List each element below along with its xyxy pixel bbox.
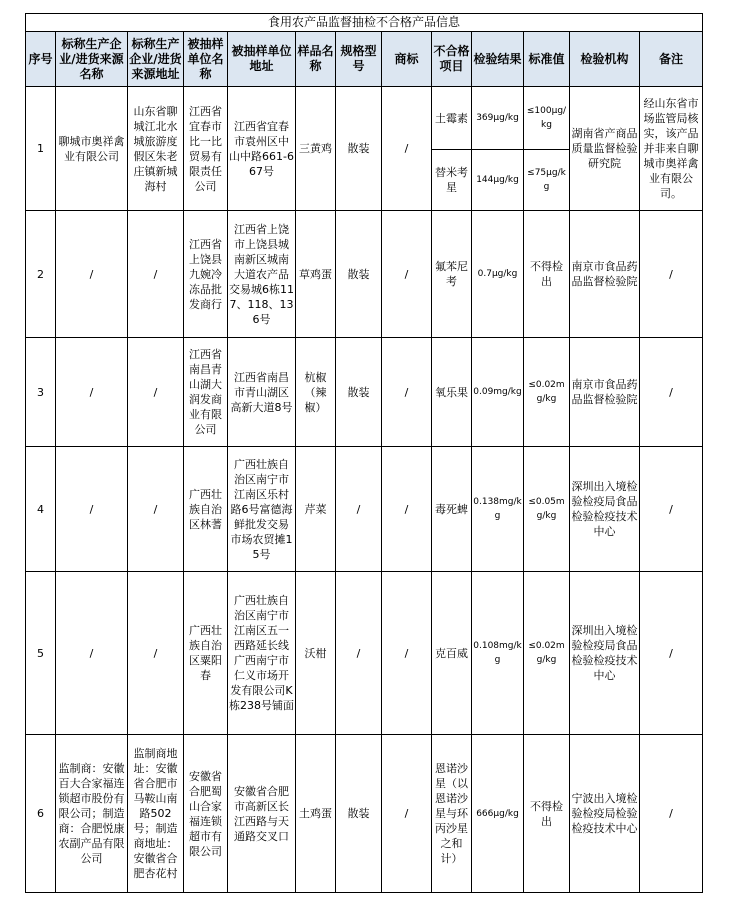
cell-lab: 深圳出入境检验检疫局食品检验检疫技术中心	[570, 572, 640, 735]
cell-sample-name: 芹菜	[296, 447, 336, 572]
cell-sample-name: 沃柑	[296, 572, 336, 735]
cell-standard: ≤0.05mg/kg	[524, 447, 570, 572]
cell-brand: /	[382, 572, 432, 735]
cell-brand: /	[382, 211, 432, 338]
cell-sampled-address: 广西壮族自治区南宁市江南区五一西路延长线广西南宁市仁义市场开发有限公司K栋238号铺面	[228, 572, 296, 735]
cell-sampled-address: 江西省上饶市上饶县城南新区城南大道农产品交易城6栋117、118、136号	[228, 211, 296, 338]
cell-failed-item: 氧乐果	[432, 338, 472, 447]
cell-producer: /	[56, 338, 128, 447]
cell-sample-name: 杭椒（辣椒）	[296, 338, 336, 447]
cell-lab: 湖南省产商品质量监督检验研究院	[570, 87, 640, 211]
header-result: 检验结果	[472, 32, 524, 87]
cell-producer-address: /	[128, 572, 184, 735]
cell-standard: 不得检出	[524, 211, 570, 338]
cell-standard: 不得检出	[524, 735, 570, 893]
cell-failed-item: 克百威	[432, 572, 472, 735]
cell-producer: 监制商：安徽百大合家福连锁超市股份有限公司；制造商：合肥悦康农副产品有限公司	[56, 735, 128, 893]
cell-spec: 散装	[336, 338, 382, 447]
cell-standard: ≤0.02mg/kg	[524, 338, 570, 447]
header-standard: 标准值	[524, 32, 570, 87]
cell-remark: /	[640, 338, 703, 447]
cell-remark: /	[640, 735, 703, 893]
cell-sampled-unit: 江西省宜春市比一比贸易有限责任公司	[184, 87, 228, 211]
header-spec: 规格型号	[336, 32, 382, 87]
cell-spec: 散装	[336, 87, 382, 211]
header-brand: 商标	[382, 32, 432, 87]
cell-remark: 经山东省市场监管局核实，该产品并非来自聊城市奥祥禽业有限公司。	[640, 87, 703, 211]
cell-brand: /	[382, 735, 432, 893]
cell-sampled-unit: 安徽省合肥蜀山合家福连锁超市有限公司	[184, 735, 228, 893]
cell-result: 369μg/kg	[472, 87, 524, 150]
table-row	[26, 87, 703, 150]
cell-failed-item: 毒死蜱	[432, 447, 472, 572]
header-sampled-unit: 被抽样单位名称	[184, 32, 228, 87]
cell-spec: /	[336, 572, 382, 735]
cell-result: 0.7μg/kg	[472, 211, 524, 338]
table-row	[26, 338, 703, 447]
header-lab: 检验机构	[570, 32, 640, 87]
table-row	[26, 211, 703, 338]
cell-no: 2	[26, 211, 56, 338]
cell-no: 4	[26, 447, 56, 572]
header-producer-address: 标称生产企业/进货来源地址	[128, 32, 184, 87]
cell-result: 0.108mg/kg	[472, 572, 524, 735]
cell-lab: 宁波出入境检验检疫局检验检疫技术中心	[570, 735, 640, 893]
cell-sampled-unit: 江西省上饶县九婉冷冻品批发商行	[184, 211, 228, 338]
cell-sampled-unit: 广西壮族自治区林蓍	[184, 447, 228, 572]
cell-sampled-unit: 江西省南昌青山湖大润发商业有限公司	[184, 338, 228, 447]
cell-no: 6	[26, 735, 56, 893]
cell-spec: /	[336, 447, 382, 572]
table-title: 食用农产品监督抽检不合格产品信息	[26, 14, 703, 32]
cell-no: 1	[26, 87, 56, 211]
cell-producer-address: /	[128, 338, 184, 447]
cell-sampled-unit: 广西壮族自治区粟阳春	[184, 572, 228, 735]
header-remark: 备注	[640, 32, 703, 87]
cell-spec: 散装	[336, 735, 382, 893]
cell-producer-address: 监制商地址：安徽省合肥市马鞍山南路502号；制造商地址：安徽省合肥杏花村	[128, 735, 184, 893]
cell-producer-address: /	[128, 211, 184, 338]
cell-lab: 深圳出入境检验检疫局食品检验检疫技术中心	[570, 447, 640, 572]
cell-failed-item: 氟苯尼考	[432, 211, 472, 338]
header-no: 序号	[26, 32, 56, 87]
cell-result: 0.138mg/kg	[472, 447, 524, 572]
cell-failed-item: 恩诺沙星（以恩诺沙星与环丙沙星之和计）	[432, 735, 472, 893]
cell-brand: /	[382, 447, 432, 572]
cell-producer: /	[56, 447, 128, 572]
cell-brand: /	[382, 87, 432, 211]
cell-sample-name: 土鸡蛋	[296, 735, 336, 893]
cell-result: 666μg/kg	[472, 735, 524, 893]
cell-remark: /	[640, 572, 703, 735]
cell-result: 144μg/kg	[472, 150, 524, 211]
cell-standard: ≤0.02mg/kg	[524, 572, 570, 735]
cell-sampled-address: 江西省宜春市袁州区中山中路661-667号	[228, 87, 296, 211]
table-row	[26, 447, 703, 572]
cell-sample-name: 草鸡蛋	[296, 211, 336, 338]
table-row	[26, 572, 703, 735]
header-producer: 标称生产企业/进货来源名称	[56, 32, 128, 87]
cell-producer: 聊城市奥祥禽业有限公司	[56, 87, 128, 211]
cell-standard: ≤75μg/kg	[524, 150, 570, 211]
cell-remark: /	[640, 447, 703, 572]
cell-producer: /	[56, 572, 128, 735]
nonconforming-products-table	[25, 13, 703, 893]
cell-no: 3	[26, 338, 56, 447]
cell-sampled-address: 广西壮族自治区南宁市江南区乐村路6号富德海鲜批发交易市场农贸摊15号	[228, 447, 296, 572]
cell-standard: ≤100μg/kg	[524, 87, 570, 150]
cell-producer: /	[56, 211, 128, 338]
header-failed-item: 不合格项目	[432, 32, 472, 87]
cell-producer-address: 山东省聊城江北水城旅游度假区朱老庄镇新城海村	[128, 87, 184, 211]
cell-failed-item: 替米考星	[432, 150, 472, 211]
cell-brand: /	[382, 338, 432, 447]
header-sample-name: 样品名称	[296, 32, 336, 87]
cell-failed-item: 土霉素	[432, 87, 472, 150]
cell-sample-name: 三黄鸡	[296, 87, 336, 211]
cell-sampled-address: 安徽省合肥市高新区长江西路与天通路交叉口	[228, 735, 296, 893]
cell-remark: /	[640, 211, 703, 338]
cell-lab: 南京市食品药品监督检验院	[570, 211, 640, 338]
cell-producer-address: /	[128, 447, 184, 572]
header-sampled-address: 被抽样单位地址	[228, 32, 296, 87]
cell-spec: 散装	[336, 211, 382, 338]
cell-lab: 南京市食品药品监督检验院	[570, 338, 640, 447]
table-row	[26, 735, 703, 893]
cell-sampled-address: 江西省南昌市青山湖区高新大道8号	[228, 338, 296, 447]
cell-no: 5	[26, 572, 56, 735]
cell-result: 0.09mg/kg	[472, 338, 524, 447]
